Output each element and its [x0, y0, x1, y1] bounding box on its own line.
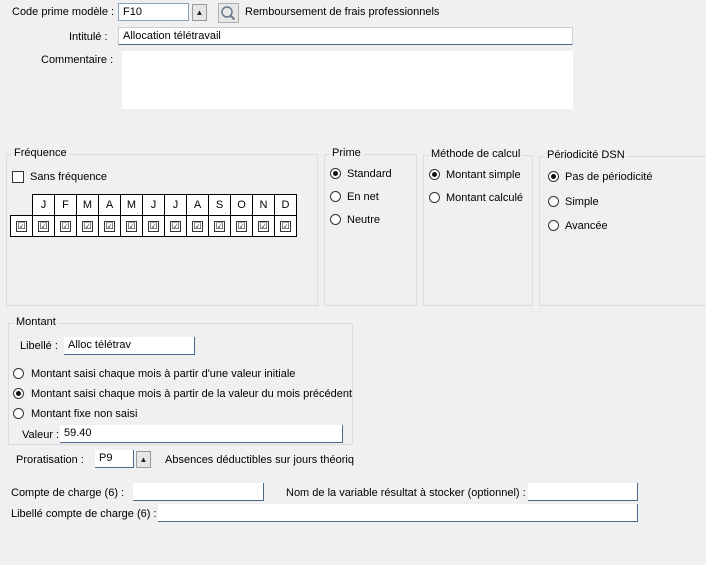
month-header: D: [275, 195, 297, 216]
month-header: A: [99, 195, 121, 216]
month-cell[interactable]: [143, 216, 165, 237]
month-cell[interactable]: [121, 216, 143, 237]
prime-standard-label: Standard: [347, 168, 392, 180]
code-prime-spin-button[interactable]: ▲: [192, 4, 207, 21]
all-months-cell[interactable]: [11, 216, 33, 237]
code-prime-input[interactable]: F10: [118, 3, 189, 21]
frequence-title: Fréquence: [14, 147, 67, 159]
commentaire-label: Commentaire :: [41, 54, 114, 66]
month-header: J: [33, 195, 55, 216]
month-cell[interactable]: [209, 216, 231, 237]
periodicite-simple-label: Simple: [565, 196, 599, 208]
month-checkbox[interactable]: ☑: [83, 220, 92, 231]
prime-neutre-radio[interactable]: [330, 214, 341, 225]
variable-resultat-label: Nom de la variable résultat à stocker (optionnel) :: [286, 487, 526, 499]
month-checkbox[interactable]: ☑: [193, 220, 202, 231]
intitule-label: Intitulé :: [69, 31, 108, 43]
month-cell[interactable]: [231, 216, 253, 237]
montant-libelle-input[interactable]: Alloc télétrav: [64, 337, 195, 355]
month-header: F: [55, 195, 77, 216]
sans-frequence-label: Sans fréquence: [30, 171, 108, 183]
month-header: M: [121, 195, 143, 216]
month-cell[interactable]: [99, 216, 121, 237]
month-header: O: [231, 195, 253, 216]
month-checkbox[interactable]: ☑: [149, 220, 158, 231]
methode-calcule-radio[interactable]: [429, 192, 440, 203]
prime-en-net-radio[interactable]: [330, 191, 341, 202]
periodicite-aucune-label: Pas de périodicité: [565, 171, 653, 183]
month-checkbox[interactable]: ☑: [237, 220, 246, 231]
intitule-input[interactable]: Allocation télétravail: [118, 27, 573, 45]
month-checkbox[interactable]: ☑: [281, 220, 290, 231]
prime-en-net-label: En net: [347, 191, 379, 203]
months-table: [10, 194, 297, 237]
montant-fixe-label: Montant fixe non saisi: [31, 408, 138, 420]
month-checkbox[interactable]: ☑: [127, 220, 136, 231]
month-cell[interactable]: [33, 216, 55, 237]
month-header: S: [209, 195, 231, 216]
commentaire-textarea[interactable]: [122, 51, 573, 109]
month-header: J: [165, 195, 187, 216]
libelle-compte-label: Libellé compte de charge (6) :: [11, 508, 157, 520]
periodicite-avancee-radio[interactable]: [548, 220, 559, 231]
month-header: M: [77, 195, 99, 216]
periodicite-simple-radio[interactable]: [548, 196, 559, 207]
month-checkbox[interactable]: ☑: [61, 220, 70, 231]
code-prime-description: Remboursement de frais professionnels: [245, 6, 440, 18]
month-checkbox[interactable]: ☑: [215, 220, 224, 231]
proratisation-label: Proratisation :: [16, 454, 84, 466]
montant-mois-precedent-radio[interactable]: [13, 388, 24, 399]
valeur-input[interactable]: 59.40: [60, 425, 343, 443]
prime-neutre-label: Neutre: [347, 214, 381, 226]
periodicite-title: Périodicité DSN: [547, 149, 625, 161]
search-icon: [219, 4, 238, 22]
month-header: N: [253, 195, 275, 216]
libelle-compte-input[interactable]: [158, 504, 638, 522]
prime-standard-radio[interactable]: [330, 168, 341, 179]
compte-charge-input[interactable]: [133, 483, 264, 501]
methode-title: Méthode de calcul: [431, 148, 521, 160]
month-header: J: [143, 195, 165, 216]
periodicite-avancee-label: Avancée: [565, 220, 608, 232]
valeur-label: Valeur :: [22, 429, 60, 441]
month-checkbox[interactable]: ☑: [171, 220, 180, 231]
month-cell[interactable]: [55, 216, 77, 237]
month-cell[interactable]: [165, 216, 187, 237]
month-checkbox[interactable]: ☑: [105, 220, 114, 231]
methode-simple-label: Montant simple: [446, 169, 521, 181]
proratisation-description: Absences déductibles sur jours théoriq: [165, 454, 354, 466]
proratisation-input[interactable]: P9: [95, 450, 134, 468]
variable-resultat-input[interactable]: [528, 483, 638, 501]
months-corner-cell: [11, 195, 33, 216]
compte-charge-label: Compte de charge (6) :: [11, 487, 125, 499]
sans-frequence-checkbox[interactable]: [12, 171, 24, 183]
all-months-checkbox[interactable]: ☑: [17, 220, 26, 231]
month-checkbox[interactable]: ☑: [39, 220, 48, 231]
months-header-row: [11, 195, 297, 216]
month-cell[interactable]: [187, 216, 209, 237]
montant-fixe-radio[interactable]: [13, 408, 24, 419]
montant-mois-precedent-label: Montant saisi chaque mois à partir de la valeur du mois précédent: [31, 388, 353, 400]
month-cell[interactable]: [253, 216, 275, 237]
code-prime-search-button[interactable]: [218, 3, 239, 23]
code-prime-label: Code prime modèle :: [12, 6, 115, 18]
prime-title: Prime: [332, 147, 361, 159]
month-cell[interactable]: [275, 216, 297, 237]
periodicite-aucune-radio[interactable]: [548, 171, 559, 182]
months-check-row: [11, 216, 297, 237]
montant-valeur-initiale-label: Montant saisi chaque mois à partir d'une valeur initiale: [31, 368, 296, 380]
month-checkbox[interactable]: ☑: [259, 220, 268, 231]
month-header: A: [187, 195, 209, 216]
montant-valeur-initiale-radio[interactable]: [13, 368, 24, 379]
month-cell[interactable]: [77, 216, 99, 237]
proratisation-spin-button[interactable]: ▲: [136, 451, 151, 468]
methode-simple-radio[interactable]: [429, 169, 440, 180]
methode-calcule-label: Montant calculé: [446, 192, 524, 204]
montant-title: Montant: [16, 316, 56, 328]
montant-libelle-label: Libellé :: [20, 340, 58, 352]
